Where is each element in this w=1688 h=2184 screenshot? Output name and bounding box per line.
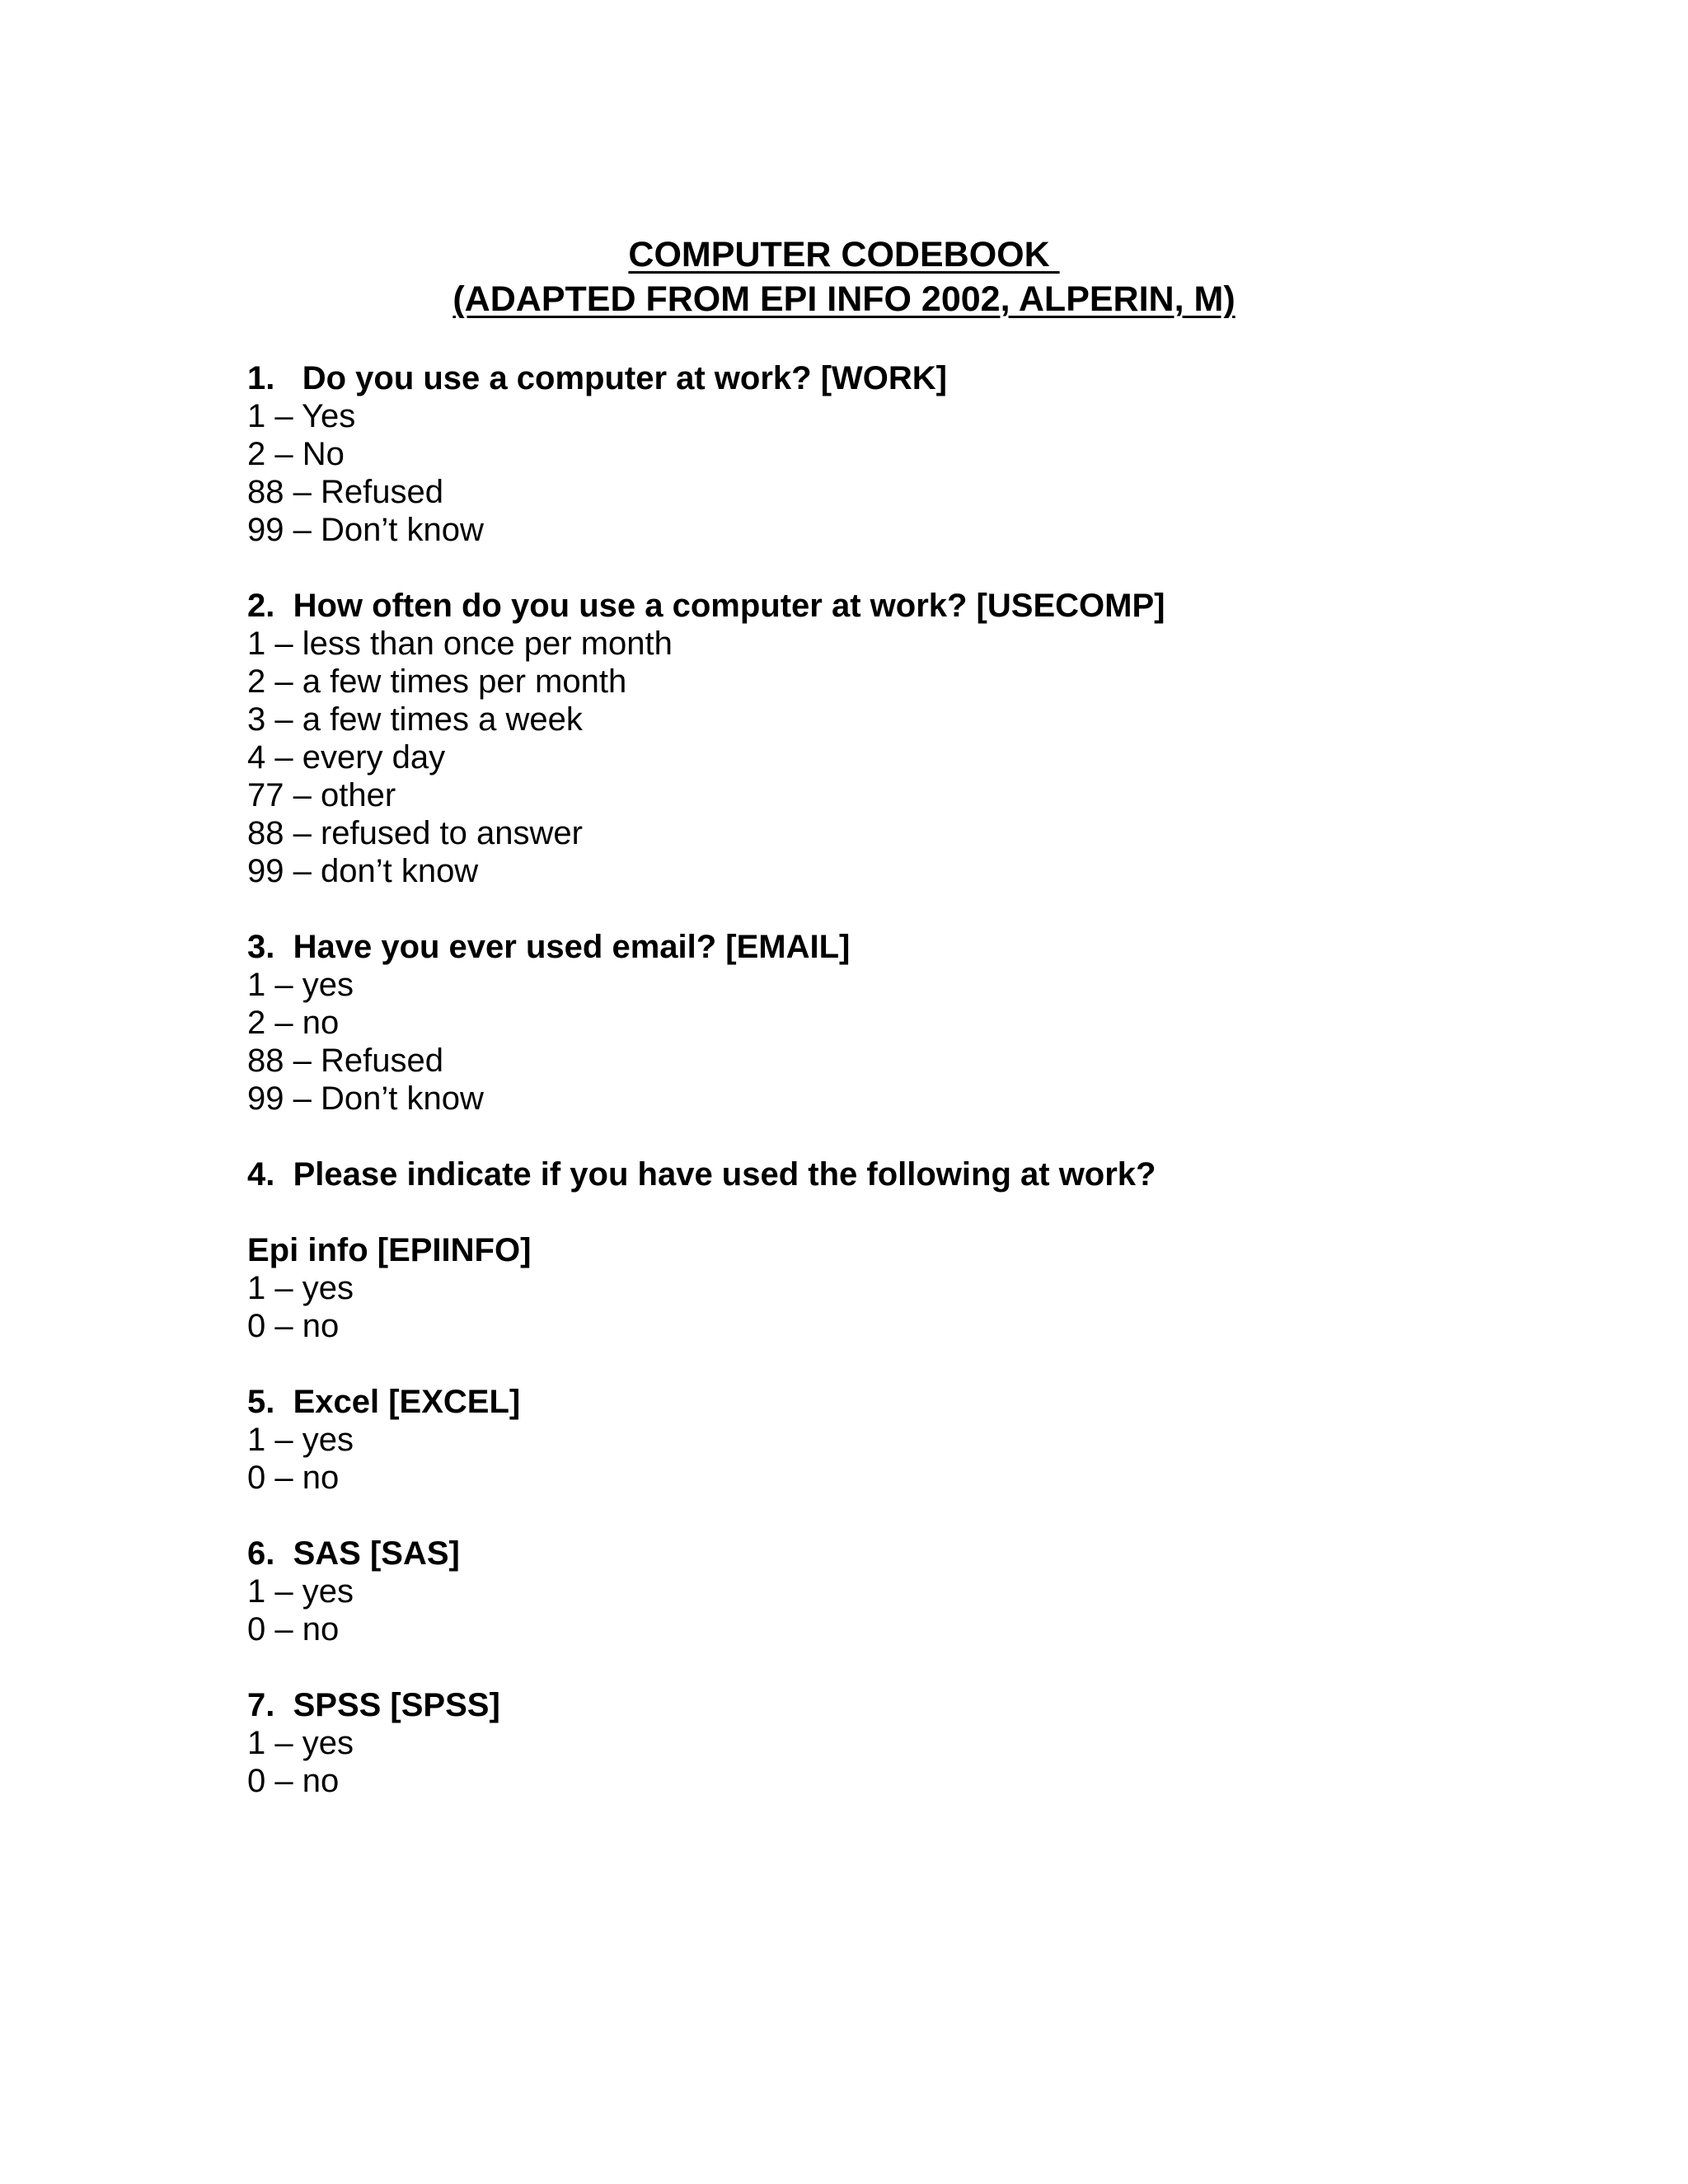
title-line-2: (ADAPTED FROM EPI INFO 2002, ALPERIN, M) [452, 279, 1236, 319]
code-option: 2 – no [247, 1005, 340, 1041]
code-option: 2 – No [247, 436, 345, 472]
question-sas [247, 1535, 1566, 1648]
code-option: 0 – no [247, 1460, 340, 1496]
code-option: 1 – yes [247, 967, 354, 1003]
question-heading: 5. Excel [EXCEL] [247, 1384, 521, 1420]
code-option: 1 – yes [247, 1573, 354, 1610]
question-heading: 7. SPSS [SPSS] [247, 1687, 500, 1723]
question-heading: 3. Have you ever used email? [EMAIL] [247, 929, 851, 965]
code-option: 0 – no [247, 1763, 340, 1799]
code-option: 1 – less than once per month [247, 626, 673, 662]
question-software-intro [247, 1155, 1566, 1193]
question-heading: 1. Do you use a computer at work? [WORK] [247, 360, 947, 396]
code-option: 1 – Yes [247, 398, 356, 434]
question-usecomp [247, 587, 1566, 890]
code-option: 1 – yes [247, 1270, 354, 1306]
code-option: 2 – a few times per month [247, 663, 627, 700]
code-option: 99 – don’t know [247, 853, 479, 889]
question-heading: 6. SAS [SAS] [247, 1535, 460, 1572]
question-spss [247, 1686, 1566, 1800]
code-option: 0 – no [247, 1611, 340, 1647]
question-heading: Epi info [EPIINFO] [247, 1232, 532, 1268]
code-option: 4 – every day [247, 739, 446, 776]
document-title [0, 232, 1688, 321]
code-option: 0 – no [247, 1308, 340, 1344]
code-option: 3 – a few times a week [247, 701, 583, 738]
code-option: 99 – Don’t know [247, 512, 484, 548]
title-line-1: COMPUTER CODEBOOK [628, 235, 1060, 274]
code-option: 88 – Refused [247, 1043, 443, 1079]
codebook-content [247, 359, 1566, 1838]
code-option: 88 – Refused [247, 474, 443, 510]
code-option: 88 – refused to answer [247, 815, 583, 851]
code-option: 1 – yes [247, 1422, 354, 1458]
question-epiinfo [247, 1231, 1566, 1345]
question-heading: 4. Please indicate if you have used the following at work? [247, 1156, 1156, 1193]
question-email [247, 928, 1566, 1118]
question-excel [247, 1383, 1566, 1497]
question-heading: 2. How often do you use a computer at work? [USECOMP] [247, 588, 1165, 624]
code-option: 99 – Don’t know [247, 1080, 484, 1117]
question-work [247, 359, 1566, 549]
code-option: 1 – yes [247, 1725, 354, 1761]
code-option: 77 – other [247, 777, 396, 813]
